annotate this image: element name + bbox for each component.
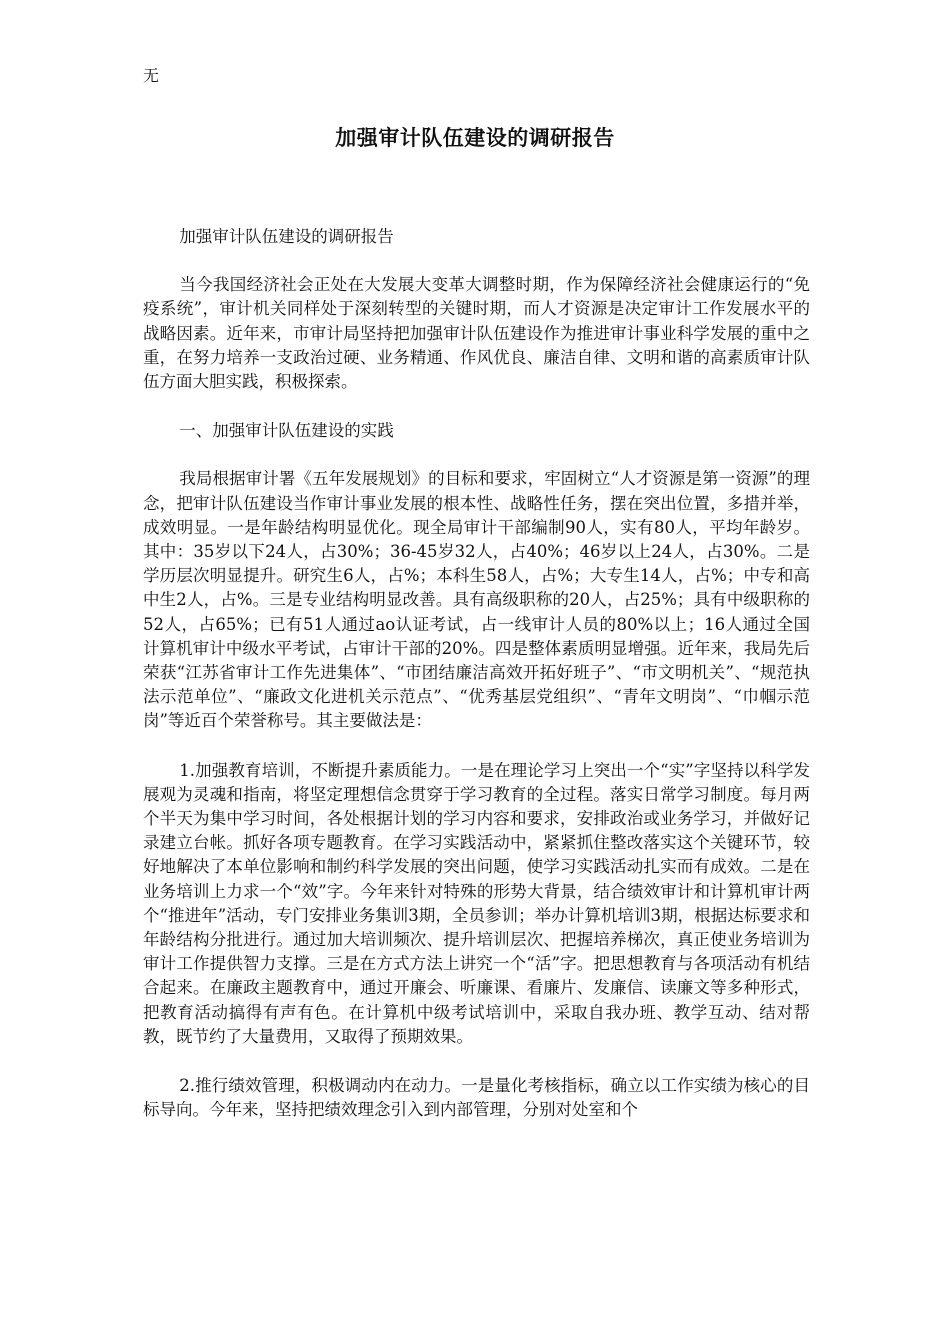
- document-title: 加强审计队伍建设的调研报告: [335, 126, 615, 150]
- section-heading-1: 一、加强审计队伍建设的实践: [179, 421, 394, 441]
- paragraph-performance: 2.推行绩效管理，积极调动内在动力。一是量化考核指标，确立以工作实绩为核心的目标导向。今年来，坚持把绩效理念引入到内部管理，分别对处室和个: [143, 1076, 810, 1120]
- document-subtitle: 加强审计队伍建设的调研报告: [179, 227, 394, 246]
- document-body: [143, 225, 810, 1148]
- paragraph-training: 1.加强教育培训，不断提升素质能力。一是在理论学习上突出一个“实”字坚持以科学发展观为灵魂和指南，将坚定理想信念贯穿于学习教育的全过程。落实日常学习制度。每月两个半天为集中学习时间，各处根据计划的学习内容和要求，安排政治或业务学习，并做好记录建立台帐。抓好各项专题教育。在学习实践活动中，紧紧抓住整改落实这个关键环节，较好地解决了本单位影响和制约科学发展的突出问题，使学习实践活动扎实而有成效。二是在业务培训上力求一个“效”字。今年来针对特殊的形势大背景，结合绩效审计和计算机审计两个“推进年”活动，专门安排业务集训3期，全员参训；举办计算机培训3期，根据达标要求和年龄结构分批进行。通过加大培训频次、提升培训层次、把握培养梯次，真正使业务培训为审计工作提供智力支撑。三是在方式方法上讲究一个“活”字。把思想教育与各项活动有机结合起来。在廉政主题教育中，通过开廉会、听廉课、看廉片、发廉信、读廉文等多种形式，把教育活动搞得有声有色。在计算机中级考试培训中，采取自我办班、教学互动、结对帮教，既节约了大量费用，又取得了预期效果。: [143, 760, 810, 1046]
- paragraph-practice: 我局根据审计署《五年发展规划》的目标和要求，牢固树立“人才资源是第一资源”的理念，把审计队伍建设当作审计事业发展的根本性、战略性任务，摆在突出位置，多措并举，成效明显。一是年龄结构明显优化。现全局审计干部编制90人，实有80人，平均年龄岁。其中：35岁以下24人，占30%；36-45岁32人，占40%；46岁以上24人，占30%。二是学历层次明显提升。研究生6人，占%；本科生58人，占%；大专生14人，占%；中专和高中生2人，占%。三是专业结构明显改善。具有高级职称的20人，占25%；具有中级职称的52人，占65%；已有51人通过ao认证考试，占一线审计人员的80%以上；16人通过全国计算机审计中级水平考试，占审计干部的20%。四是整体素质明显增强。近年来，我局先后荣获“江苏省审计工作先进集体”、“市团结廉洁高效开拓好班子”、“市文明机关”、“规范执法示范单位”、“廉政文化进机关示范点”、“优秀基层党组织”、“青年文明岗”、“巾帼示范岗”等近百个荣誉称号。其主要做法是：: [143, 469, 810, 731]
- header-mark: 无: [143, 66, 160, 85]
- paragraph-intro: 当今我国经济社会正处在大发展大变革大调整时期，作为保障经济社会健康运行的“免疫系统”，审计机关同样处于深刻转型的关键时期，而人才资源是决定审计工作发展水平的战略因素。近年来，市审计局坚持把加强审计队伍建设作为推进审计事业科学发展的重中之重，在努力培养一支政治过硬、业务精通、作风优良、廉洁自律、文明和谐的高素质审计队伍方面大胆实践，积极探索。: [143, 275, 810, 392]
